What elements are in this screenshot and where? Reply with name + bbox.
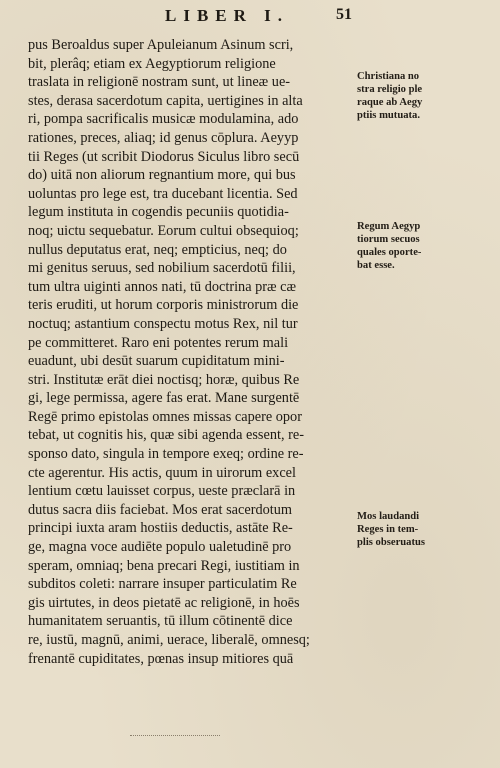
text-line: stri. Institutæ erāt diei noctisq; horæ, quibus Re [28,371,300,388]
margin-note-line: Reges in tem- [357,524,419,535]
main-text-column [28,36,363,668]
text-line: teris eruditi, ut horum corporis ministrorum die [28,297,299,314]
text-line: tum ultra uiginti annos nati, tū doctrina præ cæ [28,278,297,295]
text-line: traslata in religionē nostram sunt, ut lineæ ue- [28,74,291,91]
margin-note-line: Mos laudandi [357,511,420,522]
text-line: speram, omniaq; bena precari Regi, iustitiam in [28,557,300,574]
text-line: stes, derasa sacerdotum capita, uertigines in alta [28,92,303,109]
text-line: bit, plerâq; etiam ex Aegyptiorum religione [28,55,276,72]
margin-note-line: tiorum secuos [357,234,420,245]
margin-note-line: stra religio ple [357,84,423,95]
text-line: pe committeret. Raro eni potentes rerum mali [28,334,289,351]
text-line: humanitatem seruantis, tū illum cōtinentē dice [28,613,293,630]
margin-note-line: quales oporte- [357,247,422,258]
text-line: do) uitā non aliorum regnantium more, qui bus [28,167,296,184]
margin-note-3 [357,510,425,549]
text-line: dutus sacra diis faciebat. Mos erat sacerdotum [28,501,293,518]
bottom-rule [130,735,220,737]
text-line: sponso dato, singula in tempore exeq; ordine re- [28,446,304,463]
text-line: noctuq; astantium conspectu motus Rex, nil tur [28,315,298,332]
running-head: LIBER I. [165,6,290,25]
text-line: tii Reges (ut scribit Diodorus Siculus libro secū [28,148,300,165]
page-header [0,6,500,28]
margin-note-line: Christiana no [357,71,420,82]
text-line: gis uirtutes, in deos pietatē ac religionē, in hoēs [28,594,300,611]
text-line: noq; uictu sequebatur. Eorum cultui obsequioq; [28,222,299,239]
text-line: mi genitus seruus, sed nobilium sacerdotū filii, [28,260,296,277]
text-line: pus Beroaldus super Apuleianum Asinum scri, [28,37,294,53]
text-line: uoluntas pro lege est, tra ducebant licentia. Sed [28,185,298,202]
margin-note-line: bat esse. [357,260,395,271]
text-line: rationes, preces, aliaq; id genus cōplura. Aeyyp [28,129,299,146]
text-line: re, iustū, magnū, animi, uerace, liberalē, omnesq; [28,632,310,648]
margin-note-1 [357,70,422,122]
folio-number: 51 [336,6,352,23]
text-line: euadunt, ubi desūt suarum cupiditatum mini- [28,353,285,370]
margin-note-line: plis obseruatus [357,537,425,548]
text-line: tebat, ut cognitis his, quæ sibi agenda essent, re- [28,427,304,444]
margin-note-line: Regum Aegyp [357,221,421,232]
text-line: gi, lege permissa, agere fas erat. Mane surgentē [28,390,300,407]
margin-note-2 [357,220,421,272]
text-line: legum instituta in cogendis pecuniis quotidia- [28,204,289,221]
text-line: cte agerentur. His actis, quum in uirorum excel [28,464,296,481]
text-line: Regē primo epistolas omnes missas capere opor [28,408,302,425]
text-line: subditos coleti: narrare insuper particulatim Re [28,576,297,593]
margin-note-line: ptiis mutuata. [357,110,420,121]
text-line: lentium cœtu lauisset corpus, ueste præclarā in [28,483,296,500]
text-line: ge, magna voce audiēte populo ualetudinē pro [28,539,292,556]
text-line: frenantē cupiditates, pœnas insup mitiores quā [28,650,294,667]
text-line: ri, pompa sacrificalis musicæ modulamina, ado [28,111,299,128]
text-line: principi iuxta aram hostiis deductis, astāte Re- [28,520,293,537]
text-line: nullus deputatus erat, neq; empticius, neq; do [28,241,287,258]
margin-note-line: raque ab Aegy [357,97,423,108]
